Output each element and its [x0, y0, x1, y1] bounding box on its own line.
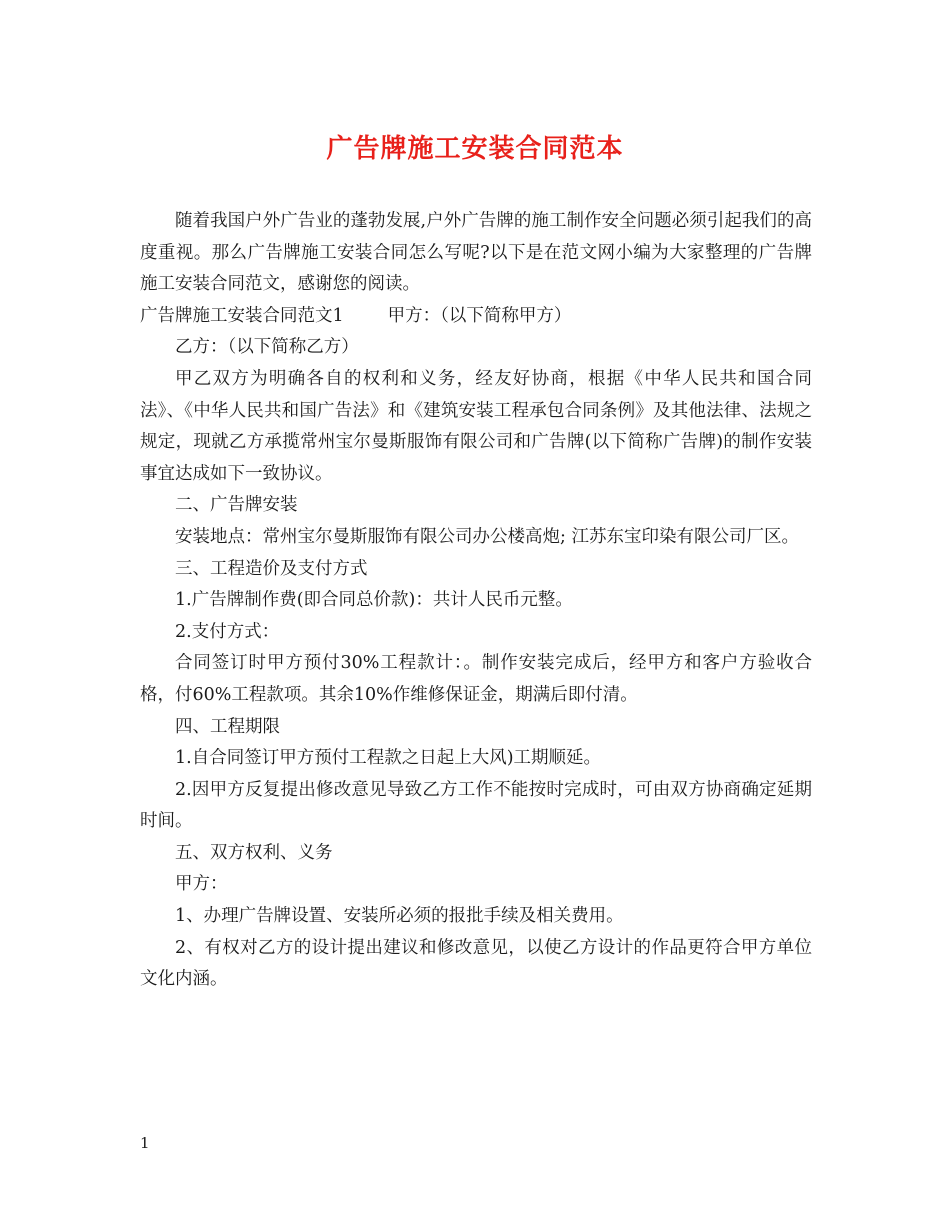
- clause-item: 2.因甲方反复提出修改意见导致乙方工作不能按时完成时，可由双方协商确定延期时间。: [140, 779, 812, 832]
- section-heading: 三、工程造价及支付方式: [175, 558, 368, 579]
- sample-heading-line: [140, 301, 812, 333]
- section-heading: 五、双方权利、义务: [175, 842, 333, 863]
- intro-paragraph: 随着我国户外广告业的蓬勃发展,户外广告牌的施工制作安全问题必须引起我们的高度重视。那么广告牌施工安装合同怎么写呢?以下是在范文网小编为大家整理的广告牌施工安装合同范文，感谢您的阅读。: [140, 211, 812, 295]
- party-b-line: 乙方：（以下简称乙方）: [175, 337, 359, 358]
- clause-item: 2、有权对乙方的设计提出建议和修改意见，以使乙方设计的作品更符合甲方单位文化内涵。: [140, 937, 812, 990]
- page-number: 1: [140, 1134, 150, 1152]
- document-title: 广告牌施工安装合同范本: [326, 134, 624, 164]
- clause-item: 1.广告牌制作费(即合同总价款)：共计人民币元整。: [175, 590, 573, 611]
- clause-item: 1.自合同签订甲方预付工程款之日起上大风)工期顺延。: [175, 748, 602, 769]
- payment-paragraph: 合同签订时甲方预付30%工程款计：。制作安装完成后，经甲方和客户方验收合格，付60%工程款项。其余10%作维修保证金，期满后即付清。: [140, 653, 812, 705]
- agreement-paragraph: 甲乙双方为明确各自的权利和义务，经友好协商，根据《中华人民共和国合同法》、《中华人民共和国广告法》和《建筑安装工程承包合同条例》及其他法律、法规之规定，现就乙方承揽常州宝尔曼斯服饰有限公司和广告牌(以下简称广告牌)的制作安装事宜达成如下一致协议。: [140, 368, 812, 484]
- document-body: [140, 206, 812, 996]
- sample-title: 广告牌施工安装合同范文1: [140, 305, 344, 326]
- install-location: 安装地点：常州宝尔曼斯服饰有限公司办公楼高炮; 江苏东宝印染有限公司厂区。: [175, 526, 799, 547]
- party-a-heading: 甲方：: [175, 874, 228, 895]
- section-heading: 四、工程期限: [175, 716, 280, 737]
- clause-item: 2.支付方式：: [175, 621, 280, 642]
- party-a-line: 甲方：（以下简称甲方）: [387, 305, 572, 326]
- section-heading: 二、广告牌安装: [175, 495, 298, 516]
- clause-item: 1、办理广告牌设置、安装所必须的报批手续及相关费用。: [175, 906, 624, 927]
